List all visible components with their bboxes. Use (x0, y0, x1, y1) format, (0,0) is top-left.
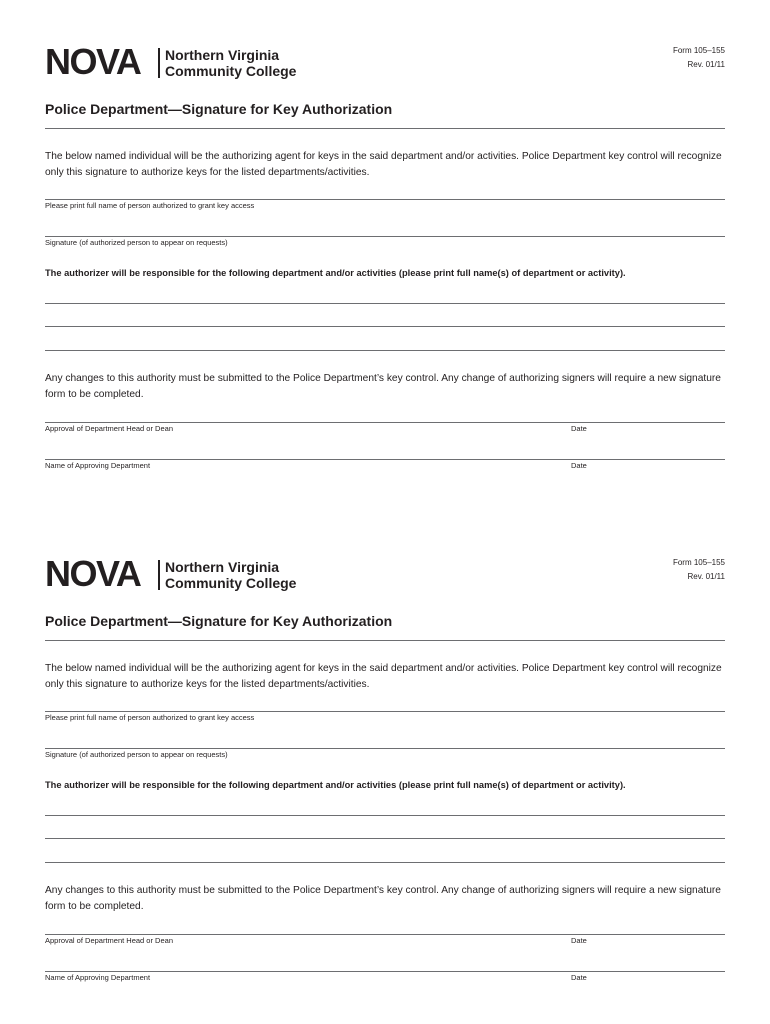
form-title: Police Department—Signature for Key Authorization (45, 613, 393, 629)
nova-logo (45, 553, 297, 594)
department-date-label: Date (571, 461, 587, 470)
signature-line[interactable] (45, 236, 725, 237)
department-line-1[interactable] (45, 303, 725, 304)
responsibility-note: The authorizer will be responsible for the following department and/or activities (please print full name(s) of department or activity). (45, 780, 626, 790)
logo-line-1: Northern Virginia (165, 47, 280, 63)
logo-divider (158, 560, 160, 590)
approval-line[interactable] (45, 422, 725, 423)
form-revision: Rev. 01/11 (687, 572, 725, 581)
form-number: Form 105–155 (672, 46, 725, 55)
department-name-line[interactable] (45, 971, 725, 972)
department-date-label: Date (571, 973, 587, 982)
logo-line-1: Northern Virginia (165, 559, 280, 575)
logo-line-2: Community College (165, 575, 297, 591)
approval-label: Approval of Department Head or Dean (45, 936, 173, 945)
print-name-label: Please print full name of person authorized to grant key access (45, 713, 255, 722)
logo-wordmark: NOVA (45, 41, 141, 82)
print-name-line[interactable] (45, 711, 725, 712)
intro-paragraph: The below named individual will be the authorizing agent for keys in the said department and/or activities. Police Department key control will recognize only this signature to authorize keys for the listed departments/activities. (45, 151, 722, 178)
approval-date-label: Date (571, 424, 587, 433)
form-copy-bottom (0, 512, 770, 1024)
department-line-2[interactable] (45, 326, 725, 327)
title-rule (45, 640, 725, 641)
signature-label: Signature (of authorized person to appear on requests) (45, 238, 228, 247)
form-meta (673, 556, 725, 584)
approval-date-label: Date (571, 936, 587, 945)
form-number: Form 105–155 (672, 558, 725, 567)
intro-paragraph: The below named individual will be the authorizing agent for keys in the said department and/or activities. Police Department key control will recognize only this signature to authorize keys for the listed departments/activities. (45, 663, 722, 690)
signature-label: Signature (of authorized person to appear on requests) (45, 750, 228, 759)
department-name-line[interactable] (45, 459, 725, 460)
responsibility-note: The authorizer will be responsible for the following department and/or activities (please print full name(s) of department or activity). (45, 268, 626, 278)
changes-paragraph: Any changes to this authority must be submitted to the Police Department’s key control. Any change of authorizing signers will require a new signature form to be completed. (45, 373, 721, 400)
logo-wordmark: NOVA (45, 553, 141, 594)
department-line-1[interactable] (45, 815, 725, 816)
print-name-label: Please print full name of person authorized to grant key access (45, 201, 255, 210)
form-meta (673, 44, 725, 72)
nova-logo (45, 41, 297, 82)
logo-divider (158, 48, 160, 78)
logo-line-2: Community College (165, 63, 297, 79)
department-line-3[interactable] (45, 862, 725, 863)
department-line-3[interactable] (45, 350, 725, 351)
form-revision: Rev. 01/11 (687, 60, 725, 69)
print-name-line[interactable] (45, 199, 725, 200)
approval-line[interactable] (45, 934, 725, 935)
department-name-label: Name of Approving Department (45, 461, 151, 470)
changes-paragraph: Any changes to this authority must be submitted to the Police Department’s key control. Any change of authorizing signers will require a new signature form to be completed. (45, 885, 721, 912)
approval-label: Approval of Department Head or Dean (45, 424, 173, 433)
department-line-2[interactable] (45, 838, 725, 839)
title-rule (45, 128, 725, 129)
form-title: Police Department—Signature for Key Authorization (45, 101, 393, 117)
department-name-label: Name of Approving Department (45, 973, 151, 982)
signature-line[interactable] (45, 748, 725, 749)
